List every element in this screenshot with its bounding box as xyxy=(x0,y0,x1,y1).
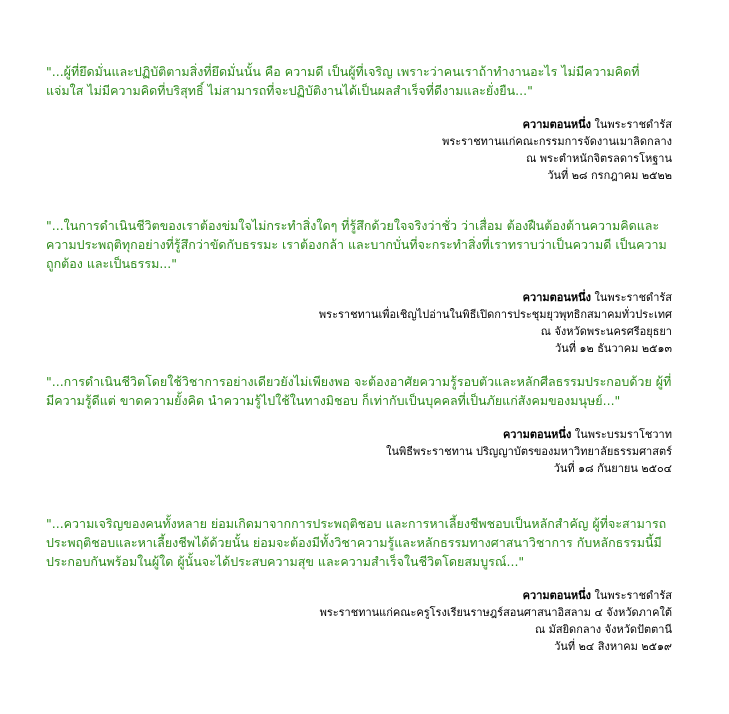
quote-source xyxy=(46,587,672,655)
source-line: พระราชทานแก่คณะกรรมการจัดงานเมาลิดกลาง xyxy=(442,135,672,148)
source-rest: ในพระราชดำรัส xyxy=(591,118,672,131)
source-date: วันที่ ๑๘ กันยายน ๒๕๐๔ xyxy=(553,462,672,475)
source-date: วันที่ ๑๒ ธันวาคม ๒๕๑๓ xyxy=(555,342,672,355)
source-line: พระราชทานแก่คณะครูโรงเรียนราษฎร์สอนศาสนาอิสลาม ๔ จังหวัดภาคใต้ xyxy=(319,606,672,619)
quote-block-3 xyxy=(46,372,672,477)
source-rest: ในพระราชดำรัส xyxy=(591,589,672,602)
quote-block-1 xyxy=(46,62,672,184)
quote-source xyxy=(46,426,672,477)
source-title xyxy=(46,289,672,306)
source-line: ณ จังหวัดพระนครศรีอยุธยา xyxy=(540,325,672,338)
source-title xyxy=(46,116,672,133)
source-bold: ความตอนหนึ่ง xyxy=(522,589,592,602)
quote-text: "...การดำเนินชีวิตโดยใช้วิชาการอย่างเดียวยังไม่เพียงพอ จะต้องอาศัยความรู้รอบตัวและหลักศีลธรรมประกอบด้วย ผู้ที่มีความรู้ดีแต่ ขาดความยั้งคิด นำความรู้ไปใช้ในทางมิชอบ ก็เท่ากับเป็นบุคคลที่เป็นภัยแก่สังคมของมนุษย์..." xyxy=(46,374,672,408)
source-date: วันที่ ๒๘ กรกฎาคม ๒๕๒๒ xyxy=(547,169,672,182)
quote-block-2 xyxy=(46,216,672,357)
source-line: ณ มัสยิดกลาง จังหวัดปัตตานี xyxy=(534,623,672,636)
source-date: วันที่ ๒๔ สิงหาคม ๒๕๑๙ xyxy=(554,640,672,653)
quote-text: "...ผู้ที่ยึดมั่นและปฏิบัติตามสิ่งที่ยึดมั่นนั้น คือ ความดี เป็นผู้ที่เจริญ เพราะว่าคนเราถ้าทำงานอะไร ไม่มีความคิดที่แจ่มใส ไม่มีความคิดที่บริสุทธิ์ ไม่สามารถที่จะปฏิบัติงานได้เป็นผลสำเร็จที่ดีงามและยั่งยืน..." xyxy=(46,64,640,98)
source-line: ในพิธีพระราชทาน ปริญญาบัตรของมหาวิทยาลัยธรรมศาสตร์ xyxy=(386,445,672,458)
source-bold: ความตอนหนึ่ง xyxy=(522,118,592,131)
source-title xyxy=(46,426,672,443)
source-rest: ในพระบรมราโชวาท xyxy=(571,428,672,441)
quote-text: "...ในการดำเนินชีวิตของเราต้องข่มใจไม่กระทำสิ่งใดๆ ที่รู้สึกด้วยใจจริงว่าชั่ว ว่าเสื่อม ต้องฝืนต้องต้านความคิดและความประพฤติทุกอย่างที่รู้สึกว่าขัดกับธรรมะ เราต้องกล้า และบากบั่นที่จะกระทำสิ่งที่เราทราบว่าเป็นความดี เป็นความถูกต้อง และเป็นธรรม..." xyxy=(46,218,667,271)
quote-source xyxy=(46,289,672,357)
source-title xyxy=(46,587,672,604)
source-bold: ความตอนหนึ่ง xyxy=(502,428,572,441)
quote-text: "...ความเจริญของคนทั้งหลาย ย่อมเกิดมาจากการประพฤติชอบ และการหาเลี้ยงชีพชอบเป็นหลักสำคัญ ผู้ที่จะสามารถประพฤติชอบและหาเลี้ยงชีพได้ด้วยนั้น ย่อมจะต้องมีทั้งวิชาความรู้และหลักธรรมทางศาสนาวิชาการ กับหลักธรรมนี้มีประกอบกันพร้อมในผู้ใด ผู้นั้นจะได้ประสบความสุข และความสำเร็จในชีวิตโดยสมบูรณ์..." xyxy=(46,516,667,569)
source-line: ณ พระตำหนักจิตรลดารโหฐาน xyxy=(526,152,672,165)
quote-block-4 xyxy=(46,514,672,655)
source-bold: ความตอนหนึ่ง xyxy=(522,291,592,304)
source-line: พระราชทานเพื่อเชิญไปอ่านในพิธีเปิดการประชุมยุวพุทธิกสมาคมทั่วประเทศ xyxy=(318,308,672,321)
source-rest: ในพระราชดำรัส xyxy=(591,291,672,304)
quote-source xyxy=(46,116,672,184)
